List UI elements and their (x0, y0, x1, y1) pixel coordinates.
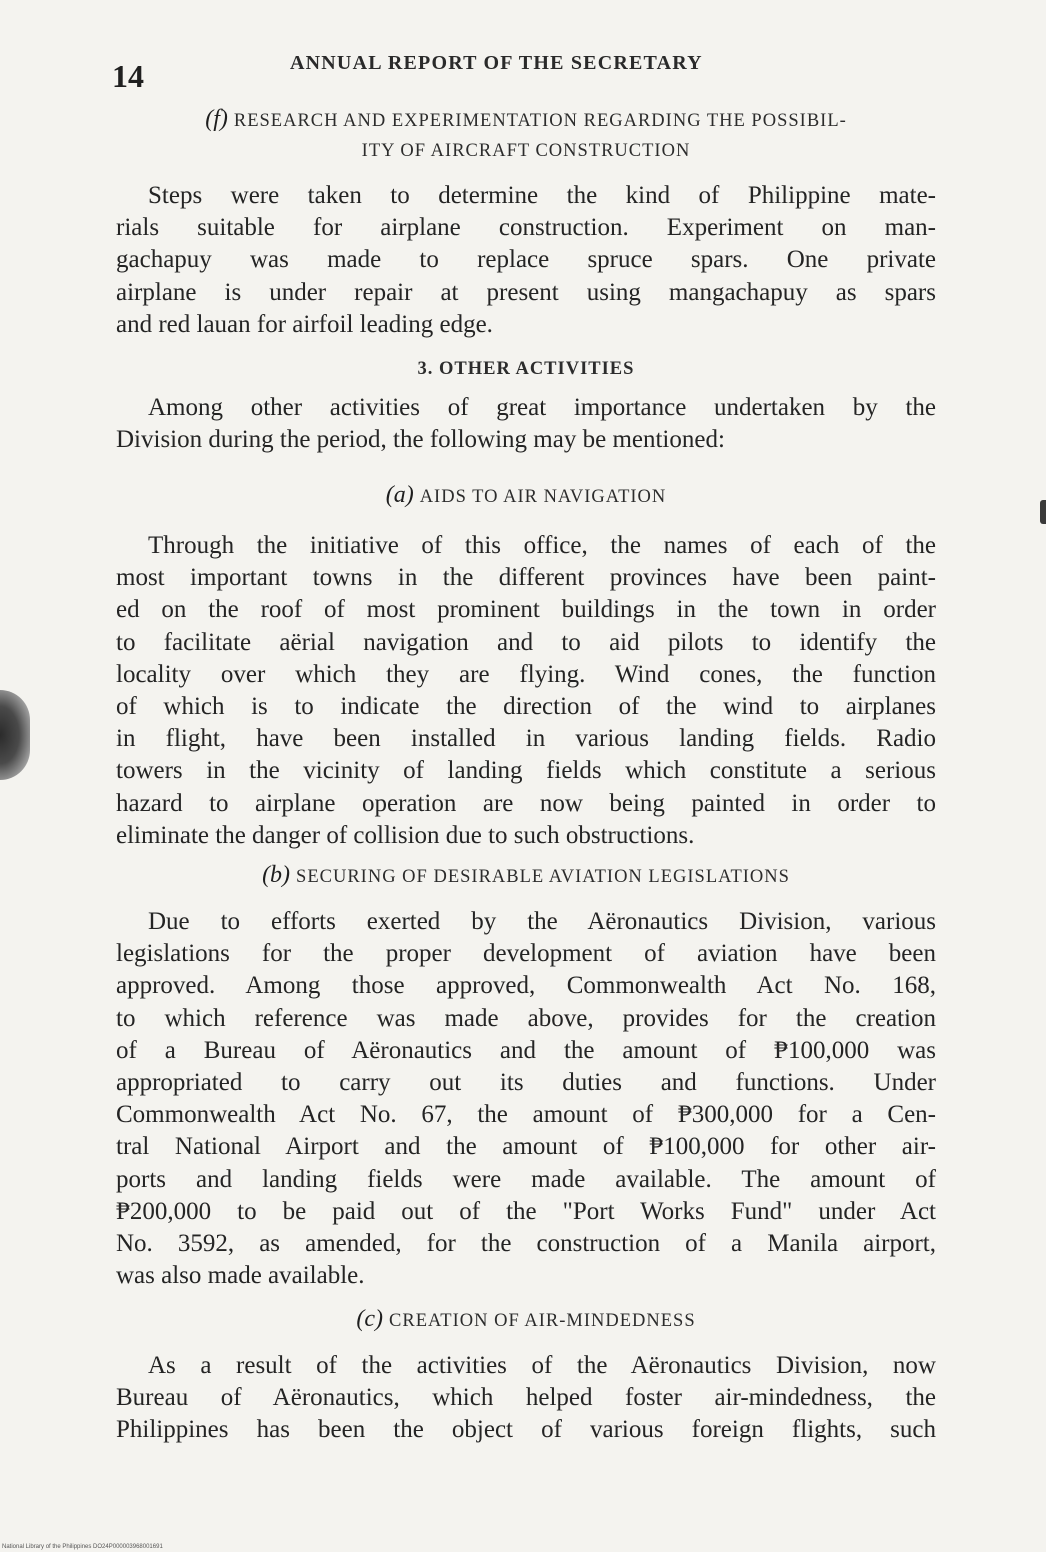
paragraph-line: As a result of the activities of the Aëronautics Division, now (148, 1352, 936, 1379)
paragraph-line: was also made available. (116, 1262, 365, 1290)
paragraph-line: Commonwealth Act No. 67, the amount of ₱300,000 for a Cen- (116, 1101, 936, 1129)
section-b-heading: SECURING OF DESIRABLE AVIATION LEGISLATIONS (296, 867, 790, 887)
paragraph-line: in flight, have been installed in various landing fields. Radio (116, 725, 936, 753)
paragraph-line: Through the initiative of this office, the names of each of the (148, 532, 936, 559)
paragraph-line: hazard to airplane operation are now being painted in order to (116, 789, 936, 817)
section-3-heading: 3. OTHER ACTIVITIES (417, 359, 635, 379)
paragraph-line: legislations for the proper development of aviation have been (116, 940, 936, 968)
paragraph-line: ₱200,000 to be paid out of the "Port Works Fund" under Act (116, 1197, 936, 1225)
section-f-heading-line1: RESEARCH AND EXPERIMENTATION REGARDING THE POSSIBIL- (233, 111, 847, 131)
section-c-heading-block (116, 1304, 936, 1336)
section-3-heading-block (116, 354, 936, 384)
scan-thumb-shadow (0, 690, 30, 780)
paragraph-line: tral National Airport and the amount of ₱100,000 for other air- (116, 1133, 936, 1161)
section-c-heading: CREATION OF AIR-MINDEDNESS (389, 1311, 696, 1331)
paragraph-line: locality over which they are flying. Wind cones, the function (116, 660, 936, 688)
section-f-paragraph (116, 180, 936, 341)
section-b-marker: (b) (262, 862, 291, 888)
scan-edge-mark (1040, 500, 1046, 524)
paragraph-line: to facilitate aërial navigation and to aid pilots to identify the (116, 628, 936, 656)
page-number: 14 (112, 58, 144, 94)
paragraph-line: Division during the period, the following may be mentioned: (116, 426, 725, 454)
section-3-paragraph (116, 392, 936, 456)
section-b-heading-block (116, 860, 936, 892)
paragraph-line: Bureau of Aëronautics, which helped foster air-mindedness, the (116, 1384, 936, 1412)
paragraph-line: approved. Among those approved, Commonwealth Act No. 168, (116, 972, 936, 1000)
paragraph-line: rials suitable for airplane construction. Experiment on man- (116, 214, 936, 242)
paragraph-line: Due to efforts exerted by the Aëronautics Division, various (148, 908, 936, 935)
section-f-heading (116, 104, 936, 166)
section-f-heading-line2: ITY OF AIRCRAFT CONSTRUCTION (361, 141, 691, 161)
paragraph-line: to which reference was made above, provides for the creation (116, 1004, 936, 1032)
paragraph-line: Among other activities of great importance undertaken by the (148, 394, 936, 421)
paragraph-line: airplane is under repair at present using mangachapuy as spars (116, 278, 936, 306)
paragraph-line: most important towns in the different provinces have been paint- (116, 564, 936, 592)
paragraph-line: gachapuy was made to replace spruce spars. One private (116, 246, 936, 274)
section-c-marker: (c) (356, 1306, 384, 1332)
paragraph-line: No. 3592, as amended, for the construction of a Manila airport, (116, 1230, 936, 1258)
running-title: ANNUAL REPORT OF THE SECRETARY (290, 52, 703, 74)
section-b-paragraph (116, 906, 936, 1292)
scan-footer: National Library of the Philippines DO24P000003968001691 (2, 1544, 163, 1550)
paragraph-line: ed on the roof of most prominent buildings in the town in order (116, 596, 936, 624)
paragraph-line: eliminate the danger of collision due to such obstructions. (116, 821, 695, 849)
paragraph-line: appropriated to carry out its duties and functions. Under (116, 1069, 936, 1097)
section-a-heading-block (116, 480, 936, 512)
section-f-marker: (f) (205, 106, 228, 132)
section-a-marker: (a) (385, 482, 414, 508)
paragraph-line: Philippines has been the object of various foreign flights, such (116, 1416, 936, 1444)
paragraph-line: towers in the vicinity of landing fields which constitute a serious (116, 757, 936, 785)
section-a-heading: AIDS TO AIR NAVIGATION (419, 487, 667, 507)
section-a-paragraph (116, 530, 936, 852)
paragraph-line: of which is to indicate the direction of the wind to airplanes (116, 693, 936, 721)
paragraph-line: Steps were taken to determine the kind of Philippine mate- (148, 182, 936, 209)
section-c-paragraph (116, 1350, 936, 1447)
paragraph-line: ports and landing fields were made available. The amount of (116, 1165, 936, 1193)
paragraph-line: and red lauan for airfoil leading edge. (116, 310, 493, 338)
paragraph-line: of a Bureau of Aëronautics and the amount of ₱100,000 was (116, 1036, 936, 1064)
